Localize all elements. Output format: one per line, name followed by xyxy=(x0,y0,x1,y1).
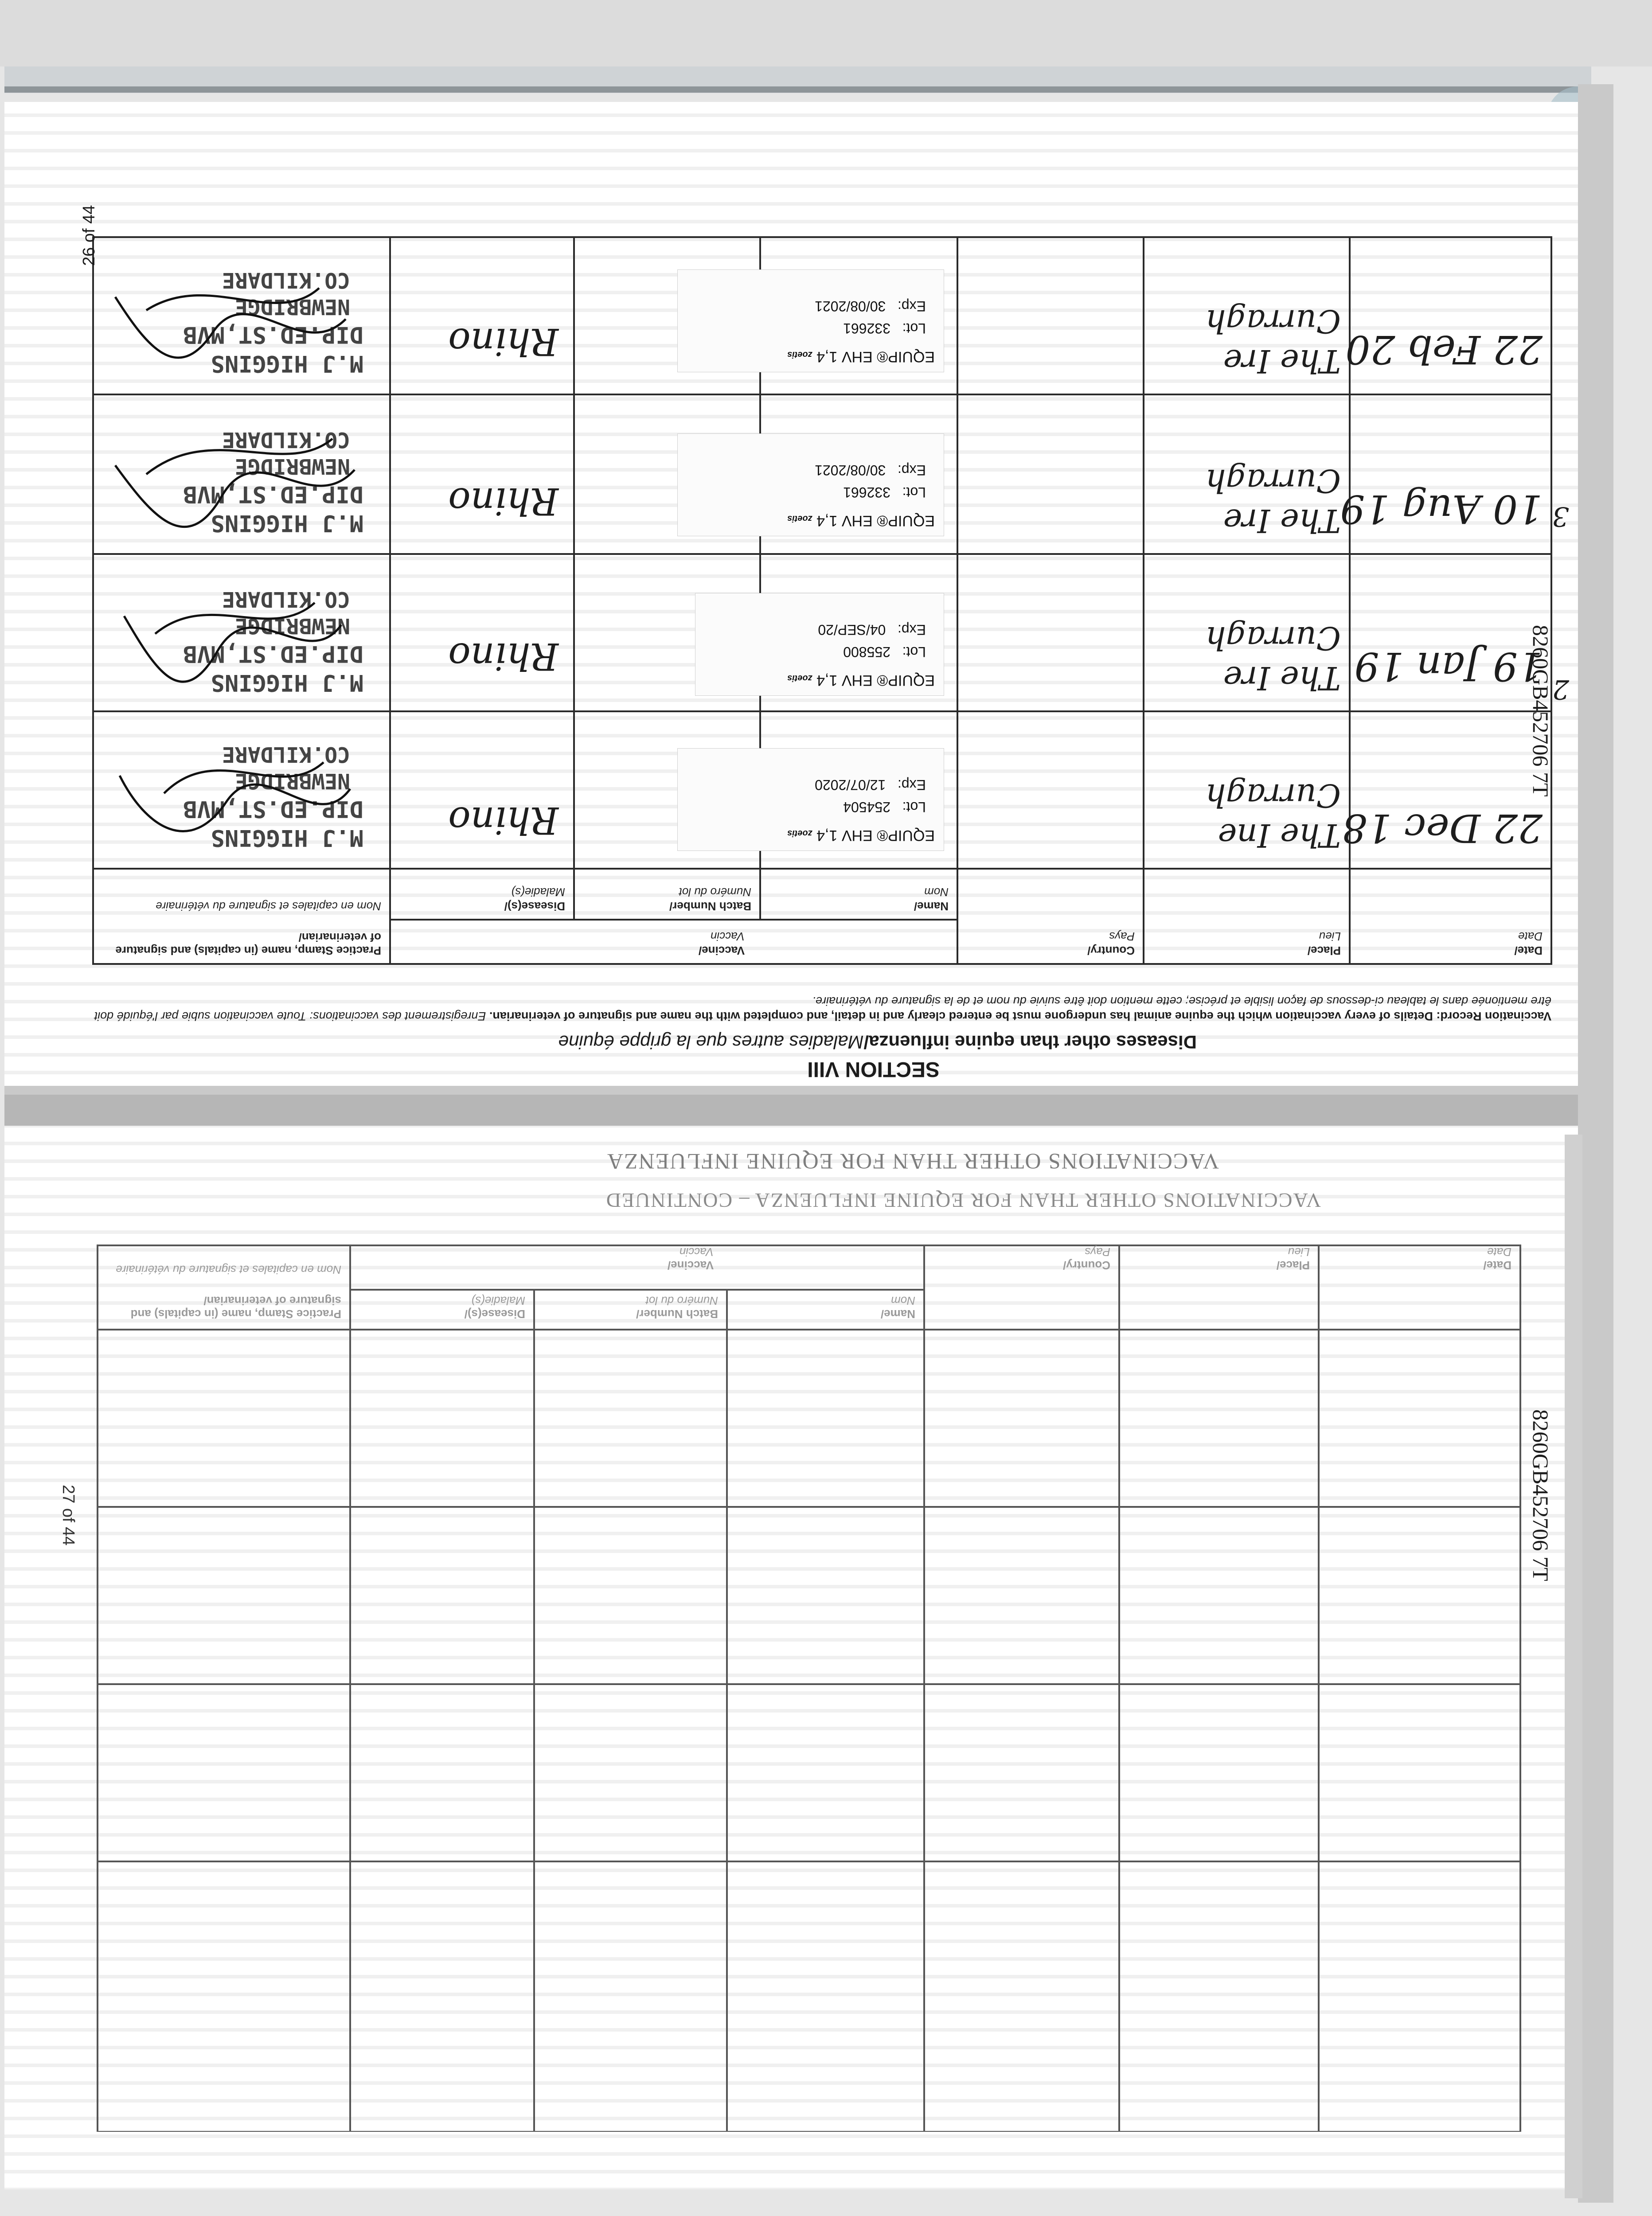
row-place: The Ire Curragh xyxy=(1205,620,1341,697)
passport-number-right: 8260GB452706 7T xyxy=(1528,1409,1553,1581)
practice-stamp: M.J HIGGINS DIP.ED.ST,MVB NEWBRIDGE CO.KILDARE xyxy=(102,248,377,381)
page-number-right: 27 of 44 xyxy=(59,1485,78,1546)
sticker-product xyxy=(787,512,935,529)
section-title: SECTION VIII xyxy=(807,1057,940,1081)
header-name: Name/ xyxy=(880,1307,915,1321)
right-table-grid xyxy=(89,1135,1529,2132)
header-stamp: Practice Stamp, name (in capitals) and signature of veterinarian/ xyxy=(115,931,381,957)
row-disease: Rhino xyxy=(448,320,558,363)
header-date-fr: Date xyxy=(1518,930,1543,943)
vaccine-sticker xyxy=(695,593,944,696)
row-number: 2 xyxy=(1552,674,1569,705)
header-date: Date/ xyxy=(1514,944,1543,957)
row-number: 3 xyxy=(1552,501,1569,532)
header-disease-fr: Maladie(s) xyxy=(471,1294,525,1307)
instruction-en: Vaccination Record: Details of every vaccination which the equine animal has undergone must be entered clearly and in detail, and completed with the name and signature of veterinarian. xyxy=(489,1010,1551,1023)
sticker-vaccine: EQUIP® EHV 1,4 xyxy=(816,512,935,529)
header-disease: Disease(s)/ xyxy=(464,1307,525,1321)
sticker-exp: Exp: 30/08/2021 xyxy=(815,298,926,314)
header-batch-fr: Numéro du lot xyxy=(645,1294,718,1307)
header-batch: Batch Number/ xyxy=(669,900,751,913)
passport-number-left: 8260GB452706 7T xyxy=(1528,625,1553,797)
header-country-fr: Pays xyxy=(1109,930,1135,943)
instruction-fr: Enregistrement des vaccinations: Toute vaccination subie par l'équidé doit être mentionée dans le tableau ci-dessous de façon lisible et précise; cette mention doit être suivie du nom et de la signature du vétérinaire. xyxy=(94,995,1551,1023)
sticker-exp: Exp: 04/SEP/20 xyxy=(818,622,926,638)
row-place: The Ine Curragh xyxy=(1205,777,1341,854)
right-page xyxy=(89,1135,1529,2132)
header-vaccine-fr: Vaccin xyxy=(679,1245,714,1259)
header-country: Country/ xyxy=(1063,1259,1110,1272)
header-vaccine-fr: Vaccin xyxy=(710,930,745,943)
vaccine-sticker xyxy=(677,269,944,372)
header-place-fr: Lieu xyxy=(1319,930,1341,943)
header-vaccine: Vaccine/ xyxy=(667,1259,714,1272)
row-disease: Rhino xyxy=(448,799,558,842)
faded-page-title: VACCINATIONS OTHER THAN FOR EQUINE INFLUENZA xyxy=(606,1149,1219,1174)
row-place: The Ire Curragh xyxy=(1205,462,1341,539)
sticker-lot-value: 254504 xyxy=(843,799,890,815)
signature-scribble xyxy=(102,408,377,541)
section-subtitle-fr: Maladies autres que la grippe équine xyxy=(558,1032,864,1053)
left-page xyxy=(80,115,1569,1090)
practice-stamp: M.J HIGGINS DIP.ED.ST,MVB NEWBRIDGE CO.KILDARE xyxy=(102,408,377,541)
header-country: Country/ xyxy=(1087,944,1135,957)
sticker-lot-value: 332661 xyxy=(843,484,890,500)
signature-scribble xyxy=(102,248,377,381)
sticker-product xyxy=(787,671,935,689)
row-disease: Rhino xyxy=(448,635,558,678)
sticker-lot: Lot: 332661 xyxy=(843,484,926,500)
header-batch-fr: Numéro du lot xyxy=(679,886,751,899)
sticker-exp-value: 30/08/2021 xyxy=(815,298,886,314)
row-date: 22 Dec 18 xyxy=(1342,805,1543,851)
header-disease-fr: Maladie(s) xyxy=(511,886,565,899)
row-place: The Ire Curragh xyxy=(1205,303,1341,380)
header-place-fr: Lieu xyxy=(1288,1245,1310,1259)
practice-stamp: M.J HIGGINS DIP.ED.ST,MVB NEWBRIDGE CO.KILDARE xyxy=(102,722,377,855)
sticker-lot-value: 332661 xyxy=(843,320,890,336)
signature-scribble xyxy=(102,722,377,855)
row-date: 19 Jan 19 xyxy=(1354,644,1543,689)
vaccine-sticker xyxy=(677,748,944,851)
header-place: Place/ xyxy=(1307,944,1341,957)
header-stamp-fr: Nom en capitales et signature du vétérinaire xyxy=(116,1263,341,1276)
row-date: 22 Feb 20 xyxy=(1345,327,1543,372)
sticker-exp: Exp: 30/08/2021 xyxy=(815,462,926,478)
sticker-vaccine: EQUIP® EHV 1,4 xyxy=(816,348,935,365)
sticker-exp: Exp: 12/07/2020 xyxy=(815,777,926,793)
header-country-fr: Pays xyxy=(1085,1245,1110,1259)
header-stamp-fr: Nom en capitales et signature du vétérinaire xyxy=(156,900,381,913)
instruction-text xyxy=(89,994,1551,1024)
sticker-exp-value: 04/SEP/20 xyxy=(818,622,886,638)
header-batch: Batch Number/ xyxy=(636,1307,718,1321)
signature-scribble xyxy=(102,567,377,700)
vaccine-sticker xyxy=(677,433,944,536)
sticker-exp-value: 12/07/2020 xyxy=(815,777,886,793)
row-disease: Rhino xyxy=(448,480,558,523)
header-name-fr: Nom xyxy=(891,1294,915,1307)
header-stamp: Practice Stamp, name (in capitals) and signature of veterinarian/ xyxy=(130,1294,341,1321)
sticker-brand: zoetis xyxy=(787,673,812,683)
practice-stamp: M.J HIGGINS DIP.ED.ST,MVB NEWBRIDGE CO.KILDARE xyxy=(102,567,377,700)
sticker-lot: Lot: 332661 xyxy=(843,320,926,336)
sticker-vaccine: EQUIP® EHV 1,4 xyxy=(816,672,935,689)
sticker-brand: zoetis xyxy=(787,350,812,359)
header-date-fr: Date xyxy=(1487,1245,1511,1259)
sticker-vaccine: EQUIP® EHV 1,4 xyxy=(816,827,935,844)
section-subtitle xyxy=(558,1031,1197,1053)
section-subtitle-en: Diseases other than equine influenza/ xyxy=(863,1032,1197,1053)
header-name-fr: Nom xyxy=(924,886,949,899)
page-title: VACCINATIONS OTHER THAN FOR EQUINE INFLUENZA – CONTINUED xyxy=(605,1189,1321,1212)
sticker-product xyxy=(787,348,935,365)
sticker-exp-value: 30/08/2021 xyxy=(815,462,886,478)
header-place: Place/ xyxy=(1276,1259,1310,1272)
page-number: 26 of 44 xyxy=(80,205,98,266)
sticker-product xyxy=(787,827,935,844)
sticker-brand: zoetis xyxy=(787,514,812,523)
sticker-brand: zoetis xyxy=(787,828,812,838)
sticker-lot: Lot: 254504 xyxy=(843,799,926,815)
sticker-lot: Lot: 255800 xyxy=(843,644,926,660)
header-name: Name/ xyxy=(914,900,949,913)
header-date: Date/ xyxy=(1483,1259,1511,1272)
header-disease: Disease(s)/ xyxy=(504,900,565,913)
sticker-lot-value: 255800 xyxy=(843,644,890,660)
header-vaccine: Vaccine/ xyxy=(698,944,745,957)
row-date: 10 Aug 19 xyxy=(1340,486,1543,532)
